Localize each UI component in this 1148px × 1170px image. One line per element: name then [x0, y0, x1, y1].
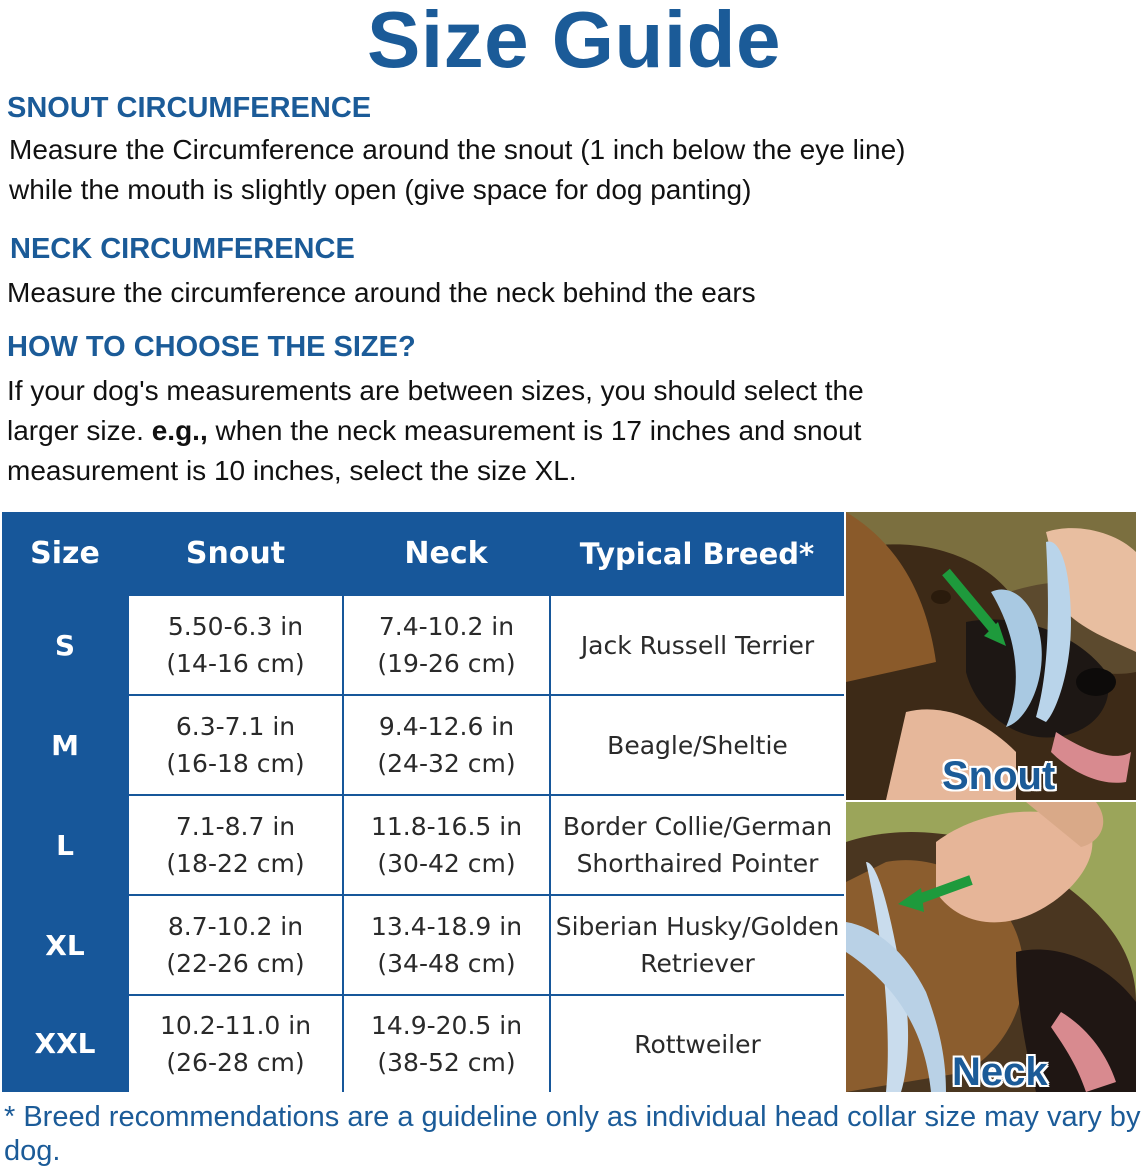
neck-photo-illustration: [846, 802, 1136, 1092]
row-m-neck: 9.4-12.6 in (24-32 cm): [344, 696, 549, 794]
header-neck: Neck: [404, 536, 488, 571]
neck-heading: NECK CIRCUMFERENCE: [10, 233, 355, 265]
row-xxl-neck: 14.9-20.5 in (38-52 cm): [344, 996, 549, 1092]
row-m-size: M: [51, 729, 79, 762]
row-l-snout: 7.1-8.7 in (18-22 cm): [129, 796, 342, 894]
row-l-size: L: [56, 829, 74, 862]
header-size: Size: [30, 536, 100, 571]
row-l-neck: 11.8-16.5 in (30-42 cm): [344, 796, 549, 894]
row-l-breed: Border Collie/German Shorthaired Pointer: [551, 796, 844, 894]
row-xl-neck: 13.4-18.9 in (34-48 cm): [344, 896, 549, 994]
neck-photo-label: Neck: [952, 1050, 1048, 1092]
header-breed: Typical Breed*: [579, 537, 815, 571]
row-m-breed: Beagle/Sheltie: [551, 696, 844, 794]
row-xxl-snout: 10.2-11.0 in (26-28 cm): [129, 996, 342, 1092]
snout-description-line-1: Measure the Circumference around the snout (1 inch below the eye line): [9, 134, 906, 165]
row-m-snout: 6.3-7.1 in (16-18 cm): [129, 696, 342, 794]
snout-photo-label: Snout: [942, 754, 1056, 798]
size-table: [2, 512, 844, 1092]
row-xl-snout: 8.7-10.2 in (22-26 cm): [129, 896, 342, 994]
neck-measure-photo: [846, 802, 1136, 1092]
row-s-snout: 5.50-6.3 in (14-16 cm): [129, 596, 342, 694]
row-xl-size: XL: [45, 929, 85, 962]
snout-measure-photo: [846, 512, 1136, 800]
row-s-neck: 7.4-10.2 in (19-26 cm): [344, 596, 549, 694]
choose-size-line-2: [7, 411, 861, 451]
neck-description: Measure the circumference around the neck behind the ears: [7, 277, 756, 308]
choose-size-line-1: If your dog's measurements are between sizes, you should select the: [7, 375, 864, 406]
row-xxl-breed: Rottweiler: [551, 996, 844, 1092]
snout-heading: SNOUT CIRCUMFERENCE: [7, 92, 372, 124]
header-snout: Snout: [185, 536, 286, 571]
row-xxl-size: XXL: [34, 1027, 96, 1060]
choose-size-line-3: measurement is 10 inches, select the size XL.: [7, 455, 577, 486]
choose-size-heading: HOW TO CHOOSE THE SIZE?: [7, 331, 416, 363]
row-s-breed: Jack Russell Terrier: [551, 596, 844, 694]
page-title: Size Guide: [367, 0, 781, 84]
choose-size-line-2-post: when the neck measurement is 17 inches and snout: [207, 415, 862, 446]
example-label: e.g.,: [151, 415, 208, 446]
row-s-size: S: [54, 629, 76, 662]
row-xl-breed: Siberian Husky/Golden Retriever: [551, 896, 844, 994]
snout-description-line-2: while the mouth is slightly open (give space for dog panting): [9, 174, 752, 205]
choose-size-line-2-pre: larger size.: [7, 415, 152, 446]
breed-footnote: * Breed recommendations are a guideline only as individual head collar size may vary by dog.: [4, 1101, 1141, 1167]
